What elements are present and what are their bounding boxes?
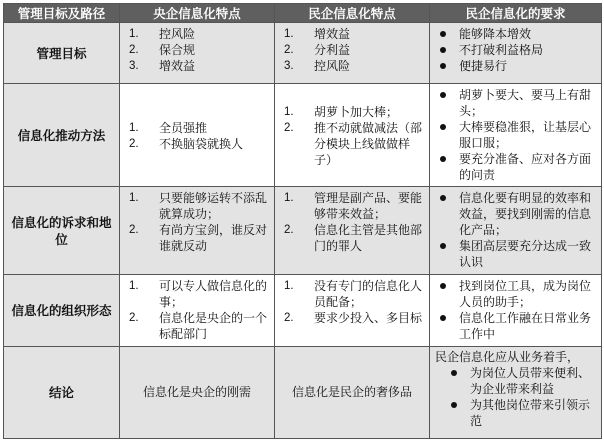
row-label: 管理目标 xyxy=(4,23,120,84)
private-cell xyxy=(275,23,430,84)
bullet-icon xyxy=(451,402,457,408)
list-item: 2. 有尚方宝剑，谁反对谁就反动 xyxy=(129,223,268,253)
list-item: 2. 分利益 xyxy=(284,43,351,57)
list-item: 2. 不换脑袋就换人 xyxy=(129,136,244,151)
bullet-icon xyxy=(440,195,446,201)
bullet-icon xyxy=(440,47,446,53)
list-item: 2. 信息化主管是其他部门的罪人 xyxy=(284,223,423,253)
list-item: 1. 管理是副产品、要能够带来效益； xyxy=(284,191,423,221)
list-item: 3. 增效益 xyxy=(129,59,196,73)
header-soe: 央企信息化特点 xyxy=(120,4,275,23)
header-path: 管理目标及路径 xyxy=(4,4,120,23)
requirements-cell xyxy=(430,275,602,347)
private-cell xyxy=(275,187,430,275)
requirements-cell xyxy=(430,84,602,187)
bullet-icon xyxy=(440,283,446,289)
soe-cell xyxy=(120,84,275,187)
list-item: 要充分准备、应对各方面的问责 xyxy=(435,151,596,183)
bullet-icon xyxy=(440,156,446,162)
bullet-icon xyxy=(440,31,446,37)
table-row xyxy=(4,23,602,84)
list-item: 1. 可以专人做信息化的事； xyxy=(129,279,268,309)
list-item: 胡萝卜要大、要马上有甜头； xyxy=(435,87,596,119)
header-row xyxy=(4,4,602,23)
soe-conclusion: 信息化是央企的刚需 xyxy=(142,385,251,399)
soe-conclusion-cell xyxy=(120,347,275,439)
private-conclusion: 信息化是民企的奢侈品 xyxy=(291,385,412,399)
list-item: 集团高层要充分达成一致认识 xyxy=(435,238,596,270)
row-label: 信息化推动方法 xyxy=(4,84,120,187)
list-item: 3. 控风险 xyxy=(284,59,351,73)
bullet-icon xyxy=(440,63,446,69)
soe-cell xyxy=(120,23,275,84)
private-cell xyxy=(275,84,430,187)
list-item: 找到岗位工具，成为岗位人员的助手； xyxy=(435,278,596,310)
conclusion-lead: 民企信息化应从业务着手， xyxy=(435,350,580,364)
list-item: 1. 增效益 xyxy=(284,27,351,41)
requirements-cell xyxy=(430,187,602,275)
soe-cell xyxy=(120,275,275,347)
bullet-icon xyxy=(451,370,457,376)
list-item: 2. 推不动就做减法（部分模块上线做做样子） xyxy=(284,120,423,167)
list-item: 2. 要求少投入、多目标 xyxy=(284,311,423,325)
row-label: 信息化的组织形态 xyxy=(4,275,120,347)
header-requirements: 民企信息化的要求 xyxy=(430,4,602,23)
private-conclusion-cell xyxy=(275,347,430,439)
list-item: 1. 全员强推 xyxy=(129,120,208,135)
requirements-cell xyxy=(430,23,602,84)
list-item: 能够降本增效 xyxy=(435,26,596,42)
list-item: 大棒要稳准狠，让基层心服口服； xyxy=(435,119,596,151)
table-row xyxy=(4,187,602,275)
row-label: 结论 xyxy=(4,347,120,439)
soe-cell xyxy=(120,187,275,275)
list-item: 为岗位人员带来便利、为企业带来利益 xyxy=(446,365,596,397)
list-item: 为其他岗位带来引领示范 xyxy=(446,397,596,429)
list-item: 1. 控风险 xyxy=(129,27,196,41)
table-row xyxy=(4,275,602,347)
list-item: 便捷易行 xyxy=(435,58,596,74)
comparison-table xyxy=(3,3,602,439)
bullet-icon xyxy=(440,124,446,130)
header-private: 民企信息化特点 xyxy=(275,4,430,23)
list-item: 1. 只要能够运转不添乱就算成功； xyxy=(129,191,268,221)
bullet-icon xyxy=(440,315,446,321)
list-item: 1. 没有专门的信息化人员配备； xyxy=(284,279,423,309)
conclusion-row xyxy=(4,347,602,439)
row-label: 信息化的诉求和地位 xyxy=(4,187,120,275)
list-item: 不打破利益格局 xyxy=(435,42,596,58)
list-item: 2. 保合规 xyxy=(129,43,196,57)
list-item: 1. 胡萝卜加大棒； xyxy=(284,104,399,119)
private-cell xyxy=(275,275,430,347)
table-row xyxy=(4,84,602,187)
list-item: 2. 信息化是央企的一个标配部门 xyxy=(129,311,268,341)
bullet-icon xyxy=(440,243,446,249)
bullet-icon xyxy=(440,92,446,98)
requirements-conclusion-cell xyxy=(430,347,602,439)
list-item: 信息化要有明显的效率和效益，要找到刚需的信息化产品； xyxy=(435,190,596,238)
list-item: 信息化工作融在日常业务工作中 xyxy=(435,310,596,342)
